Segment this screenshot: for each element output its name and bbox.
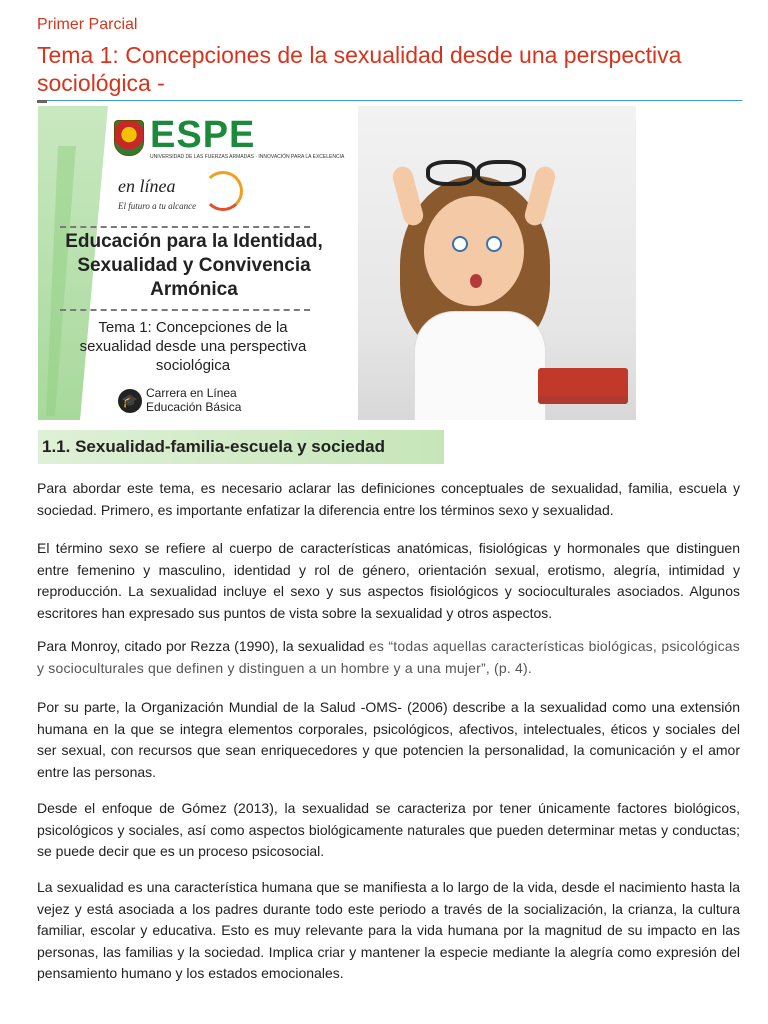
enlinea-logo-text: en línea — [118, 176, 176, 196]
enlinea-tagline: El futuro a tu alcance — [118, 201, 197, 211]
paragraph-sexo-definition: El término sexo se refiere al cuerpo de características anatómicas, fisiológicas y hormonales que distinguen entre femenino y masculino, identidad y rol de género, orientación sexual, erotismo, alegría, intimidad y reproducción. La sexualidad incluye el sexo y sus aspectos fisiológicos y socioculturales asociados. Algunos escritores han expresado sus puntos de vista sobre la sexualidad y otros aspectos. — [37, 540, 740, 621]
paragraph-intro: Para abordar este tema, es necesario aclarar las definiciones conceptuales de sexualidad, familia, escuela y sociedad. Primero, es importante enfatizar la diferencia entre los términos sexo y sexualidad. — [37, 480, 740, 518]
child-photo — [358, 106, 636, 420]
child-shirt — [414, 311, 546, 420]
banner-dashed-divider-top — [60, 226, 310, 228]
section-heading: 1.1. Sexualidad-familia-escuela y sociedad — [42, 437, 385, 456]
document-kicker: Primer Parcial — [37, 16, 138, 33]
child-eye-right — [486, 236, 502, 252]
title-divider-accent — [37, 100, 47, 103]
espe-logo — [110, 114, 345, 164]
paragraph-oms: Por su parte, la Organización Mundial de la Salud -OMS- (2006) describe a la sexualidad como una extensión humana en la que se integra elementos corporales, psicológicos, afectivos, intelectuales, éticos y sociales del ser sexual, con recursos que sean enriquecedores y que potencien la personalidad, la comunicación y el amor entre las personas. — [37, 699, 740, 780]
banner-topic: Tema 1: Concepciones de la sexualidad desde una perspectiva sociológica — [79, 319, 307, 374]
section-heading-bar — [38, 430, 444, 464]
paragraph-monroy-quote: es “todas aquellas características biológicas, psicológicas y socioculturales que definen y distinguen a un hombre y a una mujer”, (p. 4). — [37, 638, 740, 676]
espe-logo-text: ESPE — [150, 114, 256, 156]
books-stack — [538, 368, 628, 396]
banner-carrera-line2: Educación Básica — [146, 400, 242, 414]
child-mouth — [470, 274, 482, 288]
university-shield-icon — [114, 120, 144, 156]
title-divider — [37, 100, 742, 101]
child-eye-left — [452, 236, 468, 252]
child-face — [424, 196, 524, 306]
espe-logo-subtitle: UNIVERSIDAD DE LAS FUERZAS ARMADAS · INNOVACIÓN PARA LA EXCELENCIA — [150, 154, 345, 160]
banner-carrera-line1: Carrera en Línea — [146, 386, 237, 400]
paragraph-monroy-lead: Para Monroy, citado por Rezza (1990), la sexualidad — [37, 638, 369, 654]
glasses-icon — [418, 160, 528, 180]
paragraph-monroy — [37, 636, 740, 679]
banner-course-title: Educación para la Identidad, Sexualidad y Convivencia Armónica — [65, 231, 323, 300]
banner-dashed-divider-bottom — [60, 309, 310, 311]
paragraph-lifespan: La sexualidad es una característica humana que se manifiesta a lo largo de la vida, desde el nacimiento hasta la vejez y está asociada a los padres durante todo este periodo a través de la socialización, la crianza, la cultura familiar, escolar y educativa. Esto es muy relevante para la vida humana por la magnitud de su impacto en las personas, las familias y la sociedad. Implica criar y mantener la especie mediante la alegría como expresión del pensamiento humano y los estados emocionales. — [37, 879, 740, 981]
banner-carrera — [146, 386, 241, 414]
paragraph-gomez: Desde el enfoque de Gómez (2013), la sexualidad se caracteriza por tener únicamente factores biológicos, psicológicos y sociales, así como aspectos biológicamente naturales que pueden determinar metas y conductas; se puede decir que es un proceso psicosocial. — [37, 800, 740, 859]
enlinea-swirl-icon — [203, 171, 243, 211]
document-title: Tema 1: Concepciones de la sexualidad desde una perspectiva sociológica - — [37, 42, 682, 96]
graduation-cap-icon: 🎓 — [118, 389, 142, 413]
course-banner-image — [38, 106, 636, 420]
